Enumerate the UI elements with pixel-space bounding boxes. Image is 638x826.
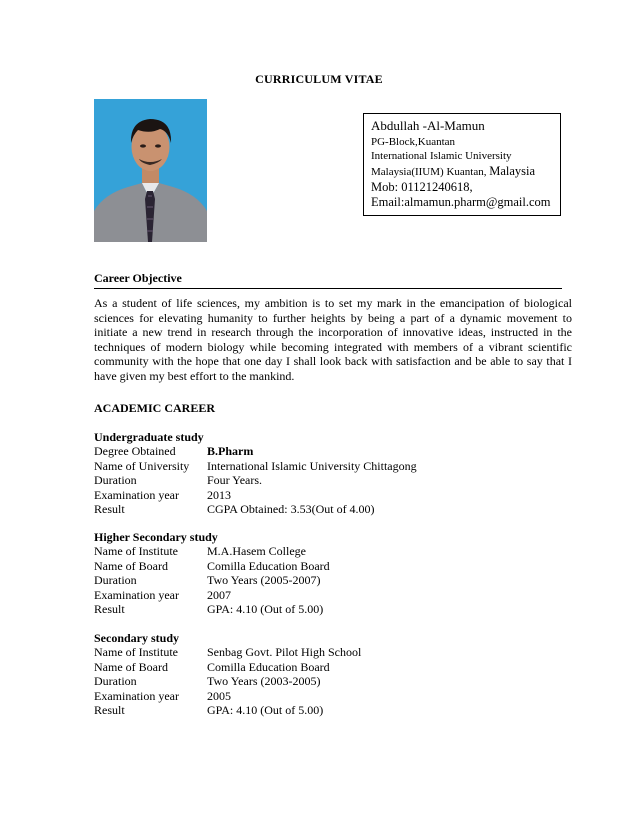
row-value: CGPA Obtained: 3.53(Out of 4.00)	[207, 502, 375, 517]
row-value: Senbag Govt. Pilot High School	[207, 645, 362, 660]
detail-row	[94, 502, 417, 516]
row-value: Two Years (2005-2007)	[207, 573, 321, 588]
row-value: M.A.Hasem College	[207, 544, 306, 559]
row-value: GPA: 4.10 (Out of 5.00)	[207, 703, 324, 718]
row-value: Two Years (2003-2005)	[207, 674, 321, 689]
detail-row	[94, 544, 330, 558]
contact-email: Email:almamun.pharm@gmail.com	[371, 195, 551, 210]
row-label: Duration	[94, 473, 137, 488]
higher-secondary-heading: Higher Secondary study	[94, 530, 218, 544]
row-label: Duration	[94, 674, 137, 689]
contact-name: Abdullah -Al-Mamun	[371, 118, 485, 133]
row-label: Duration	[94, 573, 137, 588]
row-label: Examination year	[94, 688, 179, 703]
contact-box	[363, 113, 561, 216]
detail-row	[94, 689, 361, 703]
row-value: Four Years.	[207, 473, 263, 488]
row-value: GPA: 4.10 (Out of 5.00)	[207, 602, 324, 617]
detail-row	[94, 645, 361, 659]
row-label: Examination year	[94, 487, 179, 502]
secondary-heading: Secondary study	[94, 631, 180, 645]
detail-row	[94, 473, 417, 487]
row-value: 2013	[207, 487, 231, 502]
undergraduate-section	[94, 430, 417, 516]
row-label: Degree Obtained	[94, 444, 176, 459]
detail-row	[94, 444, 417, 458]
career-objective-heading: Career Objective	[94, 271, 182, 285]
contact-address-line1: PG-Block,Kuantan	[371, 136, 456, 149]
academic-career-heading: ACADEMIC CAREER	[94, 401, 216, 415]
detail-row	[94, 559, 330, 573]
detail-row	[94, 674, 361, 688]
secondary-section	[94, 631, 361, 717]
detail-row	[94, 488, 417, 502]
row-label: Name of Institute	[94, 645, 178, 660]
page-title: CURRICULUM VITAE	[255, 72, 383, 86]
row-label: Examination year	[94, 587, 179, 602]
row-value: 2007	[207, 587, 231, 602]
detail-row	[94, 660, 361, 674]
row-label: Result	[94, 703, 125, 718]
row-label: Name of Board	[94, 659, 168, 674]
career-objective-text: As a student of life sciences, my ambition is to set my mark in the emancipation of biological sciences for elevating humanity to further heights by being a part of a dynamic movement to initiate a new trend in research through the incorporation of innovative ideas, instructed in the techniques of modern biology while becoming integrated with members of a vibrant scientific community with the hope that one day I shall look back with satisfaction and be able to say that I have given my best effort to the mankind.	[94, 296, 572, 383]
detail-row	[94, 573, 330, 587]
contact-address-city: Malaysia(IIUM) Kuantan,	[371, 165, 487, 178]
contact-address-line3	[371, 164, 560, 180]
undergraduate-heading: Undergraduate study	[94, 430, 204, 444]
row-label: Name of Institute	[94, 544, 178, 559]
row-value: Comilla Education Board	[207, 659, 330, 674]
section-divider	[94, 288, 562, 289]
detail-row	[94, 588, 330, 602]
row-value: B.Pharm	[207, 444, 254, 459]
detail-row	[94, 602, 330, 616]
contact-address-country: Malaysia	[489, 163, 536, 178]
row-label: Name of University	[94, 458, 190, 473]
profile-photo	[94, 99, 207, 242]
row-value: Comilla Education Board	[207, 558, 330, 573]
higher-secondary-section	[94, 530, 330, 616]
contact-address-line2: International Islamic University	[371, 150, 512, 162]
row-value: International Islamic University Chittagong	[207, 458, 417, 473]
row-label: Name of Board	[94, 558, 168, 573]
row-value: 2005	[207, 688, 231, 703]
row-label: Result	[94, 602, 125, 617]
row-label: Result	[94, 502, 125, 517]
detail-row	[94, 459, 417, 473]
detail-row	[94, 703, 361, 717]
contact-mobile: Mob: 01121240618,	[371, 179, 473, 194]
